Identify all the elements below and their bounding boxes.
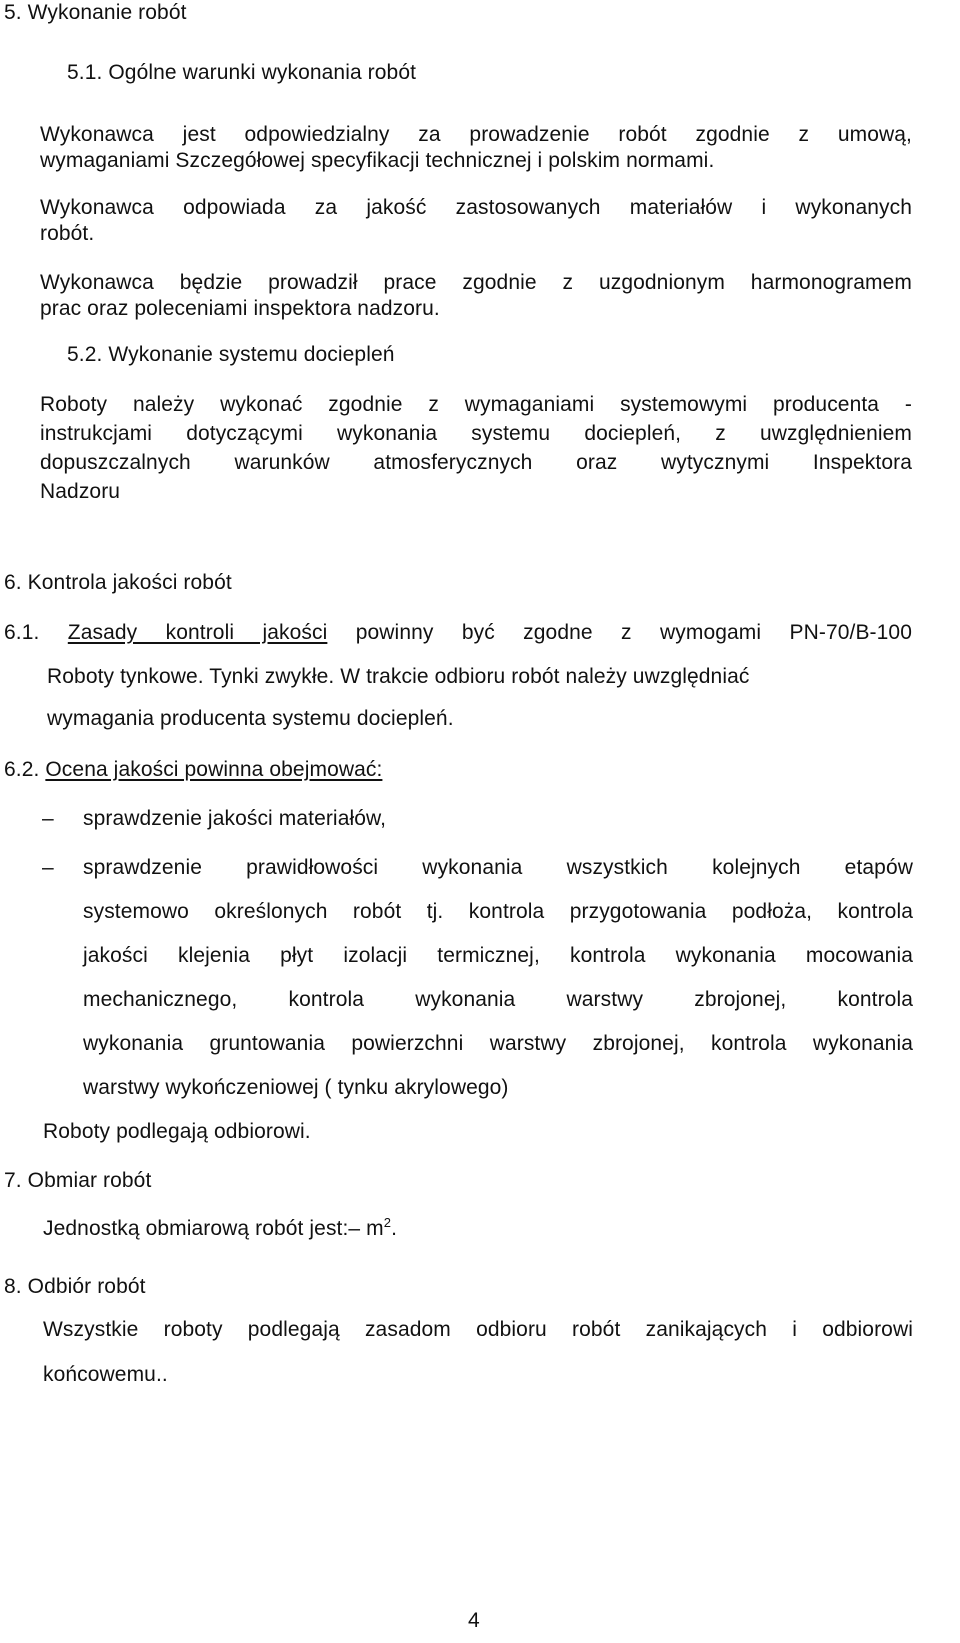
paragraph-5-1-c-line2: prac oraz poleceniami inspektora nadzoru.: [40, 297, 440, 320]
section-6-1-line1: [4, 620, 912, 646]
paragraph-5-2-line1: Roboty należy wykonać zgodnie z wymaganiami systemowymi producenta -: [40, 393, 912, 416]
section-5-heading: 5. Wykonanie robót: [4, 1, 187, 24]
section-7-text-end: .: [391, 1217, 398, 1240]
paragraph-5-2-line4: Nadzoru: [40, 480, 121, 503]
list-item-2-line4: mechanicznego, kontrola wykonania warstwy zbrojonej, kontrola: [83, 988, 913, 1011]
list-item-2-line6: warstwy wykończeniowej ( tynku akrylowego): [83, 1076, 509, 1099]
list-item-2-line2: systemowo określonych robót tj. kontrola przygotowania podłoża, kontrola: [83, 900, 913, 923]
section-5-2-title: 5.2. Wykonanie systemu dociepleń: [67, 343, 395, 366]
section-6-2-line1: [4, 757, 382, 783]
list-dash-1: –: [42, 807, 54, 830]
section-6-1-underlined-title: Zasady kontroli jakości: [67, 621, 328, 644]
list-item-1: sprawdzenie jakości materiałów,: [83, 807, 387, 830]
unit-superscript: 2: [383, 1215, 392, 1230]
section-6-2-underlined-title: Ocena jakości powinna obejmować:: [45, 758, 383, 781]
list-item-2-line5: wykonania gruntowania powierzchni warstwy zbrojonej, kontrola wykonania: [83, 1032, 913, 1055]
section-7-text: [43, 1216, 397, 1242]
paragraph-5-1-b-line2: robót.: [40, 222, 95, 245]
section-8-line2: końcowemu..: [43, 1363, 168, 1386]
paragraph-5-1-b-line1: Wykonawca odpowiada za jakość zastosowanych materiałów i wykonanych: [40, 196, 912, 219]
section-6-1-line1-rest: powinny być zgodne z wymogami PN-70/B-100: [327, 621, 912, 644]
section-6-1-line3: wymagania producenta systemu dociepleń.: [47, 707, 454, 730]
section-6-1-number: 6.1.: [4, 621, 40, 644]
paragraph-5-1-c-line1: Wykonawca będzie prowadził prace zgodnie z uzgodnionym harmonogramem: [40, 271, 912, 294]
list-item-2-line1: sprawdzenie prawidłowości wykonania wszystkich kolejnych etapów: [83, 856, 913, 879]
paragraph-5-2-line3: dopuszczalnych warunków atmosferycznych oraz wytycznymi Inspektora: [40, 451, 912, 474]
list-dash-2: –: [42, 856, 54, 879]
section-7-heading: 7. Obmiar robót: [4, 1169, 152, 1192]
paragraph-5-1-a-line1: Wykonawca jest odpowiedzialny za prowadzenie robót zgodnie z umową,: [40, 123, 912, 146]
section-6-2-closing: Roboty podlegają odbiorowi.: [43, 1120, 311, 1143]
section-5-1-title: 5.1. Ogólne warunki wykonania robót: [67, 61, 417, 84]
paragraph-5-1-a-line2: wymaganiami Szczegółowej specyfikacji technicznej i polskim normami.: [40, 149, 715, 172]
paragraph-5-2-line2: instrukcjami dotyczącymi wykonania systemu dociepleń, z uwzględnieniem: [40, 422, 912, 445]
section-6-heading: 6. Kontrola jakości robót: [4, 571, 232, 594]
section-6-1-line2: Roboty tynkowe. Tynki zwykłe. W trakcie odbioru robót należy uwzględniać: [47, 665, 750, 688]
section-8-heading: 8. Odbiór robót: [4, 1275, 146, 1298]
page-number: 4: [468, 1609, 480, 1632]
list-item-2-line3: jakości klejenia płyt izolacji termicznej, kontrola wykonania mocowania: [83, 944, 913, 967]
section-7-text-main: Jednostką obmiarową robót jest:– m: [43, 1217, 384, 1240]
section-6-2-number: 6.2.: [4, 758, 40, 781]
section-8-line1: Wszystkie roboty podlegają zasadom odbioru robót zanikających i odbiorowi: [43, 1318, 913, 1341]
